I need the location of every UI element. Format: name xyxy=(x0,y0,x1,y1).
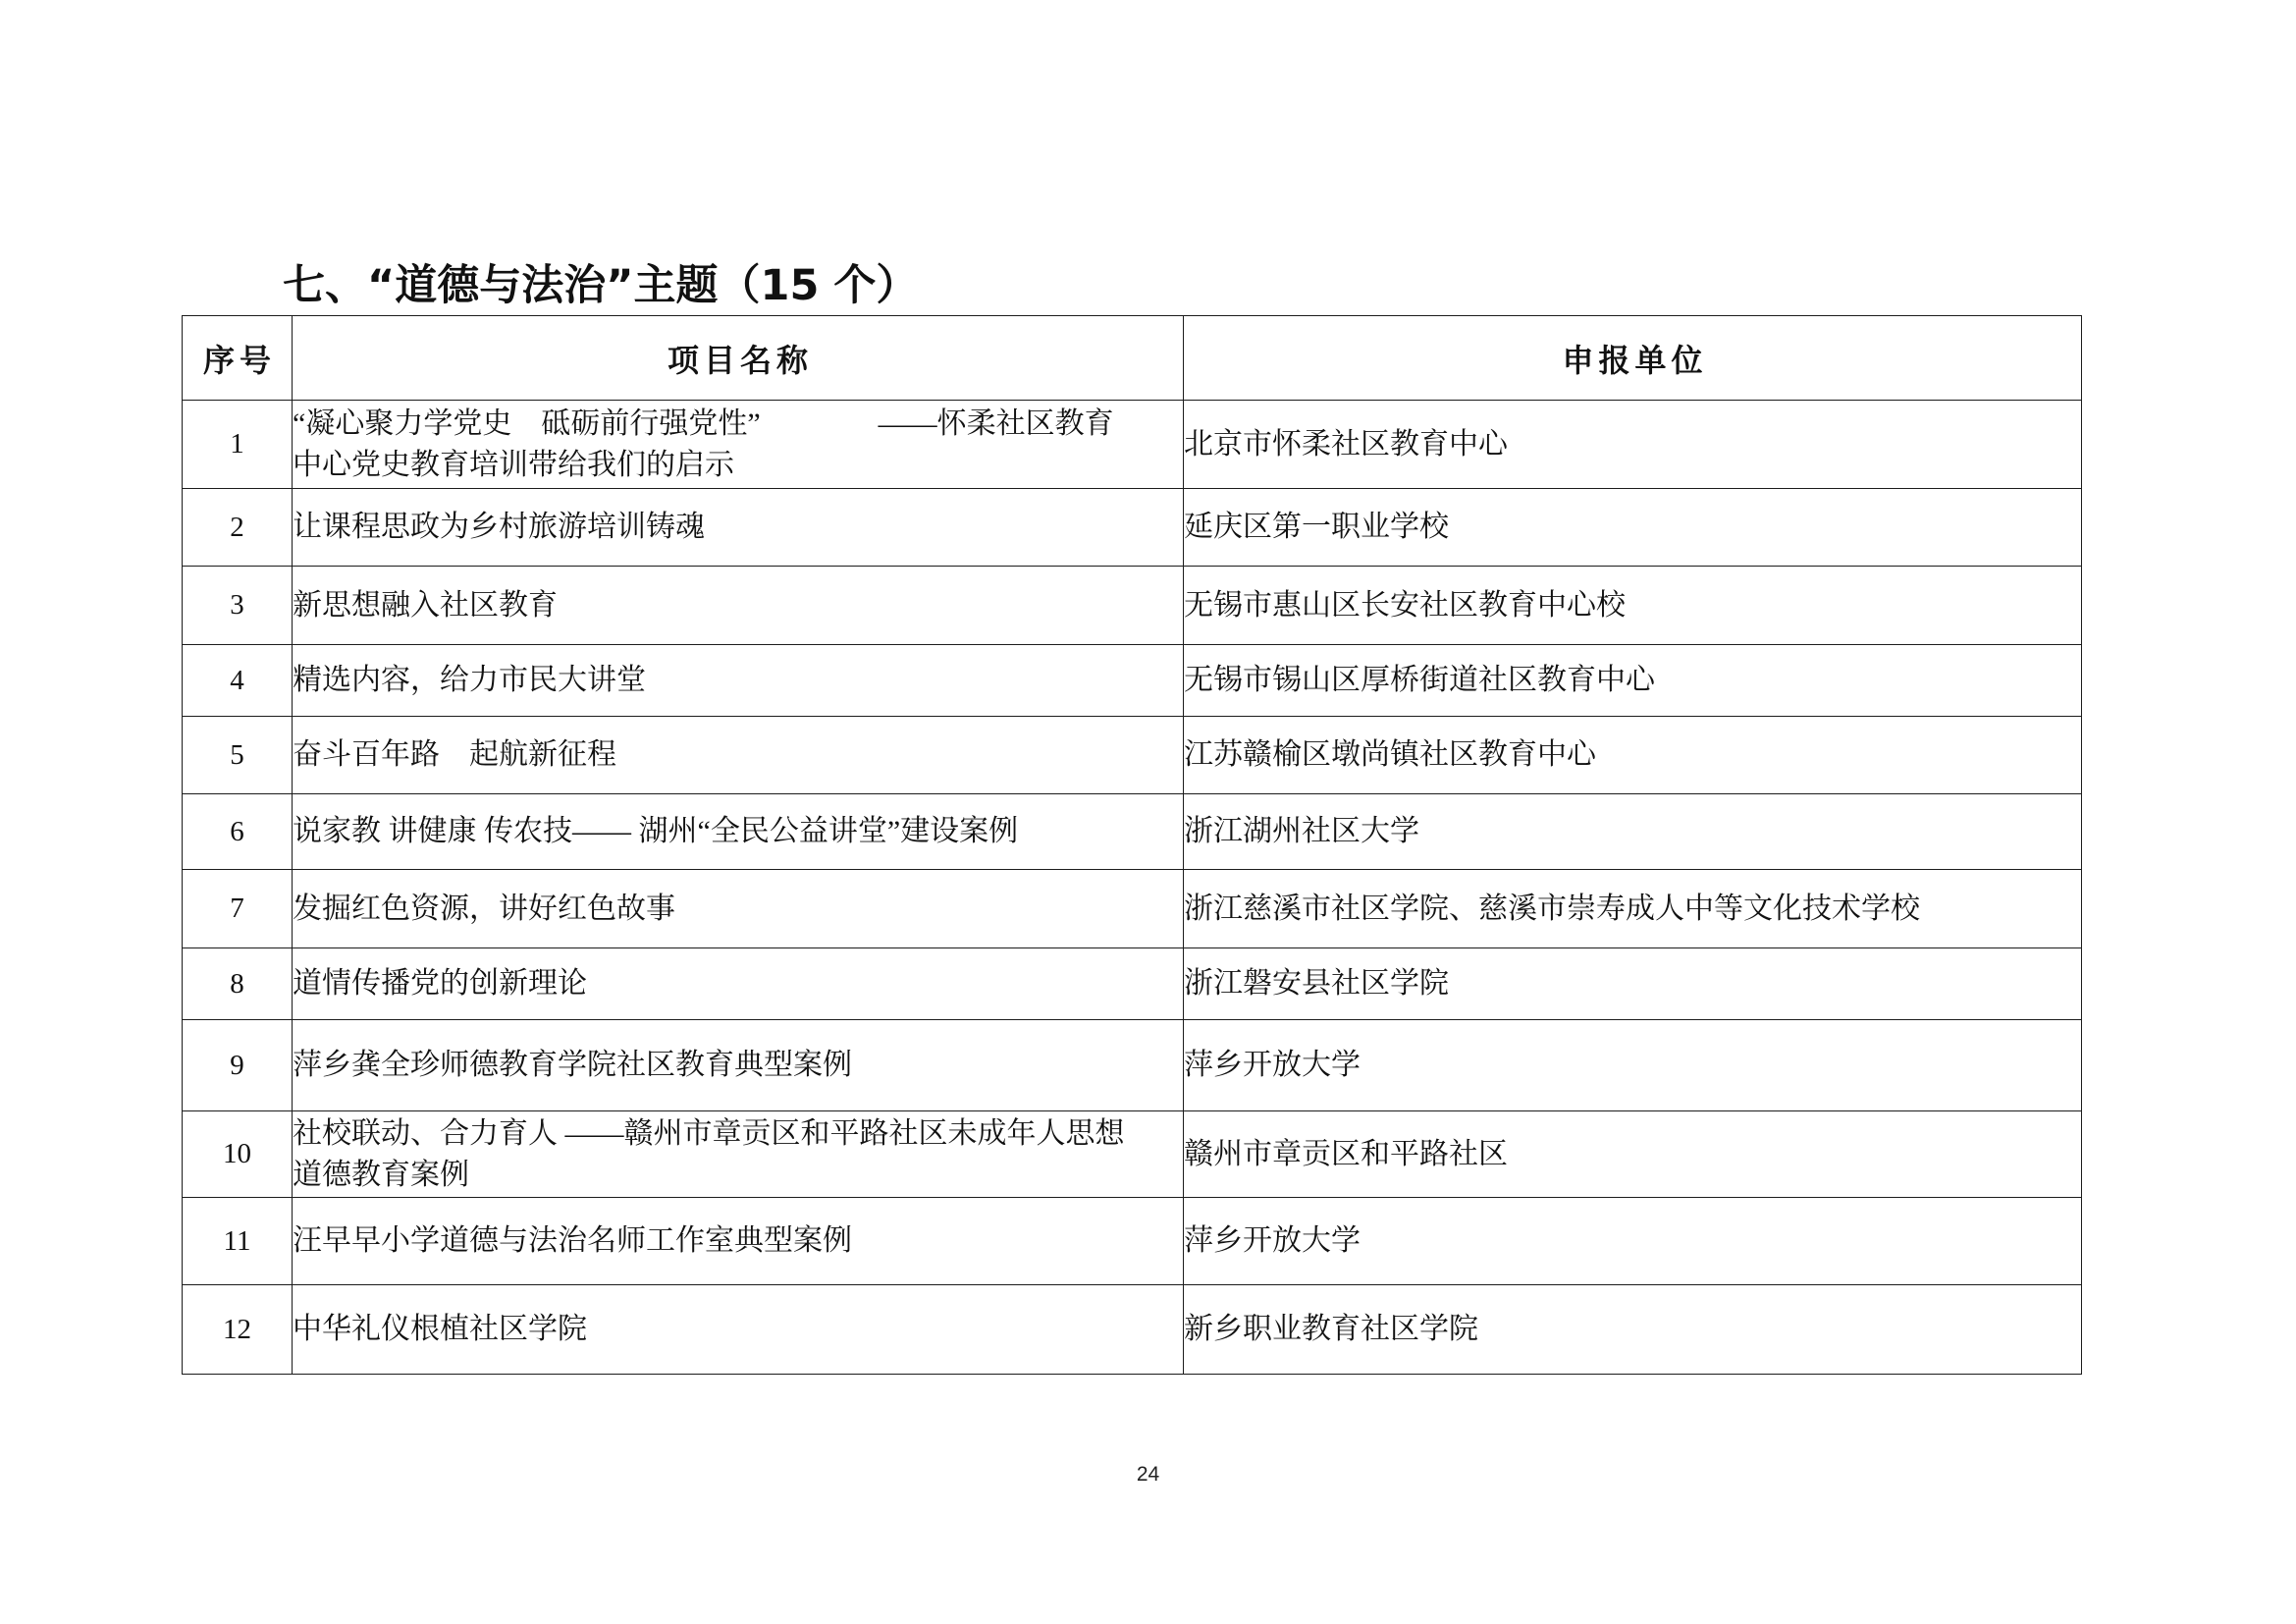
serial-number: 2 xyxy=(183,489,293,567)
serial-number: 12 xyxy=(183,1285,293,1375)
project-name-cell xyxy=(293,1020,1184,1111)
serial-number: 8 xyxy=(183,948,293,1020)
table-row xyxy=(183,1198,2082,1285)
table-row xyxy=(183,1020,2082,1111)
project-name: 奋斗百年路 起航新征程 xyxy=(293,738,616,771)
project-name-cell xyxy=(293,948,1184,1020)
applicant-unit: 新乡职业教育社区学院 xyxy=(1184,1285,2082,1375)
table-row xyxy=(183,567,2082,645)
page-number: 24 xyxy=(1136,1463,1160,1486)
serial-number: 9 xyxy=(183,1020,293,1111)
applicant-unit: 北京市怀柔社区教育中心 xyxy=(1184,401,2082,489)
project-name-cell xyxy=(293,1285,1184,1375)
project-name: 说家教 讲健康 传农技—— 湖州“全民公益讲堂”建设案例 xyxy=(293,815,1019,847)
serial-number: 1 xyxy=(183,401,293,489)
project-name: 萍乡龚全珍师德教育学院社区教育典型案例 xyxy=(293,1049,852,1081)
serial-number: 7 xyxy=(183,870,293,948)
project-name: 汪早早小学道德与法治名师工作室典型案例 xyxy=(293,1224,852,1257)
project-name-cell xyxy=(293,489,1184,567)
project-name: 道情传播党的创新理论 xyxy=(293,967,587,1000)
serial-number: 11 xyxy=(183,1198,293,1285)
table-row xyxy=(183,1285,2082,1375)
project-name-cell xyxy=(293,717,1184,794)
serial-number: 3 xyxy=(183,567,293,645)
project-name-cell xyxy=(293,870,1184,948)
project-name: 新思想融入社区教育 xyxy=(293,588,558,622)
applicant-unit: 江苏赣榆区墩尚镇社区教育中心 xyxy=(1184,717,2082,794)
table-row xyxy=(183,401,2082,489)
serial-number: 6 xyxy=(183,794,293,870)
applicant-unit: 延庆区第一职业学校 xyxy=(1184,489,2082,567)
project-name: 社校联动、合力育人 ——赣州市章贡区和平路社区未成年人思想道德教育案例 xyxy=(293,1116,1125,1191)
project-name-cell xyxy=(293,567,1184,645)
project-name-cell xyxy=(293,1198,1184,1285)
table-row xyxy=(183,645,2082,717)
serial-number: 10 xyxy=(183,1111,293,1198)
project-name-cell xyxy=(293,1111,1184,1198)
table-header-row xyxy=(183,316,2082,401)
applicant-unit: 赣州市章贡区和平路社区 xyxy=(1184,1111,2082,1198)
project-name: “凝心聚力学党史 砥砺前行强党性” ——怀柔社区教育中心党史教育培训带给我们的启示 xyxy=(293,406,1114,481)
project-name: 精选内容，给力市民大讲堂 xyxy=(293,664,646,696)
project-name-cell xyxy=(293,645,1184,717)
applicant-unit: 浙江湖州社区大学 xyxy=(1184,794,2082,870)
project-name: 让课程思政为乡村旅游培训铸魂 xyxy=(293,511,705,543)
applicant-unit: 无锡市锡山区厚桥街道社区教育中心 xyxy=(1184,645,2082,717)
header-applicant-unit: 申报单位 xyxy=(1184,316,2082,401)
table-row xyxy=(183,948,2082,1020)
table-row xyxy=(183,489,2082,567)
serial-number: 5 xyxy=(183,717,293,794)
header-project-name: 项目名称 xyxy=(293,316,1184,401)
table-row xyxy=(183,870,2082,948)
applicant-unit: 浙江磐安县社区学院 xyxy=(1184,948,2082,1020)
project-name: 发掘红色资源，讲好红色故事 xyxy=(293,892,675,925)
table-row xyxy=(183,794,2082,870)
table-row xyxy=(183,717,2082,794)
table-row xyxy=(183,1111,2082,1198)
applicant-unit: 萍乡开放大学 xyxy=(1184,1020,2082,1111)
project-name: 中华礼仪根植社区学院 xyxy=(293,1313,587,1345)
serial-number: 4 xyxy=(183,645,293,717)
project-name-cell xyxy=(293,401,1184,489)
header-serial-number: 序号 xyxy=(183,316,293,401)
project-name-cell xyxy=(293,794,1184,870)
project-table xyxy=(182,315,2082,1375)
applicant-unit: 无锡市惠山区长安社区教育中心校 xyxy=(1184,567,2082,645)
applicant-unit: 浙江慈溪市社区学院、慈溪市崇寿成人中等文化技术学校 xyxy=(1184,870,2082,948)
applicant-unit: 萍乡开放大学 xyxy=(1184,1198,2082,1285)
section-title: 七、“道德与法治”主题（15 个） xyxy=(283,261,919,310)
